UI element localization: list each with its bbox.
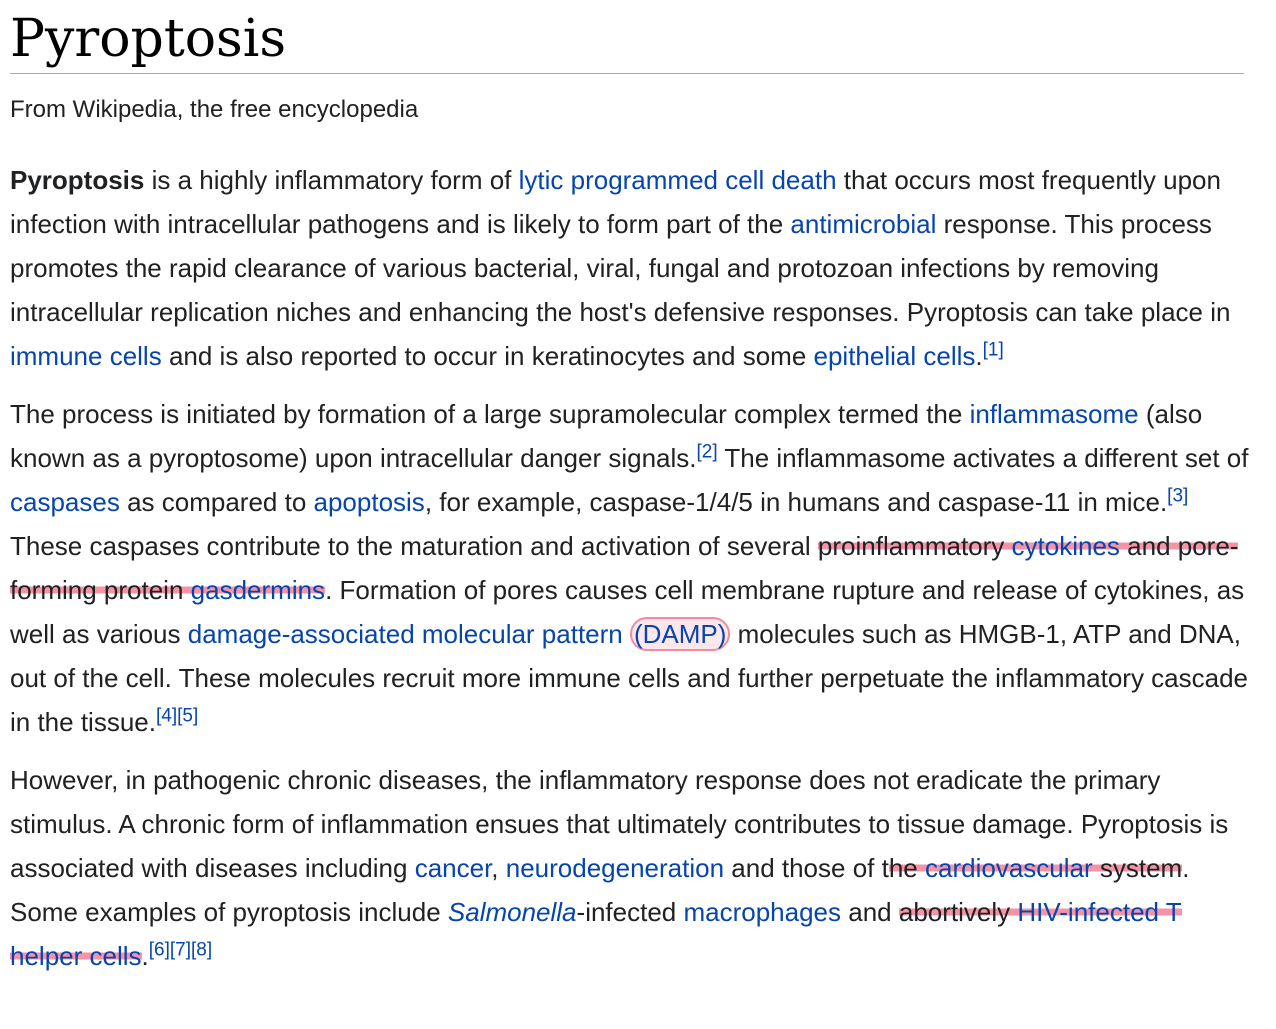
- page-title: Pyroptosis: [10, 13, 1244, 74]
- circled-damp: (DAMP): [630, 617, 730, 651]
- ref-8[interactable]: [8]: [191, 939, 213, 961]
- ref-6[interactable]: [6]: [148, 939, 170, 961]
- paragraph-intro: Pyroptosis is a highly inflammatory form of lytic programmed cell death that occurs most frequently upon infection with intracellular pathogens and is likely to form part of the antimicrobial response. This process promotes the rapid clearance of various bacterial, viral, fungal and protozoan infections by removing intracellular replication niches and enhancing the host's defensive responses. Pyroptosis can take place in immune cells and is also reported to occur in keratinocytes and some epithelial cells.[1]: [10, 165, 1231, 371]
- ref-7[interactable]: [7]: [169, 939, 191, 961]
- link-antimicrobial[interactable]: antimicrobial: [790, 209, 937, 239]
- ref-1[interactable]: [1]: [982, 339, 1004, 361]
- ref-3[interactable]: [3]: [1167, 485, 1189, 507]
- highlight-space: [1159, 897, 1166, 927]
- link-cytokines[interactable]: cytokines: [1011, 531, 1120, 561]
- link-damp[interactable]: damage-associated molecular pattern (DAMP): [188, 617, 731, 651]
- highlight-system: system: [1092, 853, 1183, 883]
- paragraph-diseases: However, in pathogenic chronic diseases, the inflammatory response does not eradicate the primary stimulus. A chronic form of inflammation ensues that ultimately contributes to tissue damage. Pyroptosis is associated with diseases including cancer, neurodegeneration and those of the cardiovascular system. Some examples of pyroptosis include Salmonella-infected macrophages and abortively HIV-infected T helper cells.[6][7][8]: [10, 765, 1229, 971]
- link-immune-cells[interactable]: immune cells: [10, 341, 162, 371]
- link-gasdermins[interactable]: gasdermins: [190, 575, 326, 605]
- paragraph-mechanism: The process is initiated by formation of a large supramolecular complex termed the inflammasome (also known as a pyroptosome) upon intracellular danger signals.[2] The inflammasome activates a different set of caspases as compared to apoptosis, for example, caspase-1/4/5 in humans and caspase-11 in mice.[3] These caspases contribute to the maturation and activation of several proinflammatory cytokines and pore-forming protein gasdermins. Formation of pores causes cell membrane rupture and release of cytokines, as well as various damage-associated molecular pattern (DAMP) molecules such as HMGB-1, ATP and DNA, out of the cell. These molecules recruit more immune cells and further perpetuate the inflammatory cascade in the tissue.[4][5]: [10, 399, 1249, 737]
- highlight-abortively: abortively: [898, 897, 1018, 927]
- link-hiv-infected[interactable]: HIV-infected: [1017, 897, 1159, 927]
- link-epithelial-cells[interactable]: epithelial cells: [813, 341, 976, 371]
- article-page: [10, 0, 1250, 978]
- link-macrophages[interactable]: macrophages: [683, 897, 842, 927]
- link-salmonella[interactable]: Salmonella: [447, 897, 577, 927]
- highlight-proinflammatory: proinflammatory: [817, 531, 1012, 561]
- ref-2[interactable]: [2]: [696, 441, 718, 463]
- ref-5[interactable]: [5]: [177, 705, 199, 727]
- link-lytic-programmed-cell-death[interactable]: lytic programmed cell death: [518, 165, 837, 195]
- link-neurodegeneration[interactable]: neurodegeneration: [505, 853, 725, 883]
- highlight-the: he: [888, 853, 925, 883]
- highlight-pore-forming: and pore-forming protein: [10, 531, 1239, 605]
- link-cancer[interactable]: cancer: [414, 853, 492, 883]
- ref-4[interactable]: [4]: [155, 705, 178, 727]
- term-pyroptosis: Pyroptosis: [10, 165, 145, 195]
- link-apoptosis[interactable]: apoptosis: [313, 487, 425, 517]
- tagline: From Wikipedia, the free encyclopedia: [10, 96, 419, 123]
- link-cardiovascular[interactable]: cardiovascular: [925, 853, 1093, 883]
- link-t-helper-cells[interactable]: T helper cells: [10, 897, 1182, 971]
- link-caspases[interactable]: caspases: [10, 487, 120, 517]
- link-inflammasome[interactable]: inflammasome: [969, 399, 1139, 429]
